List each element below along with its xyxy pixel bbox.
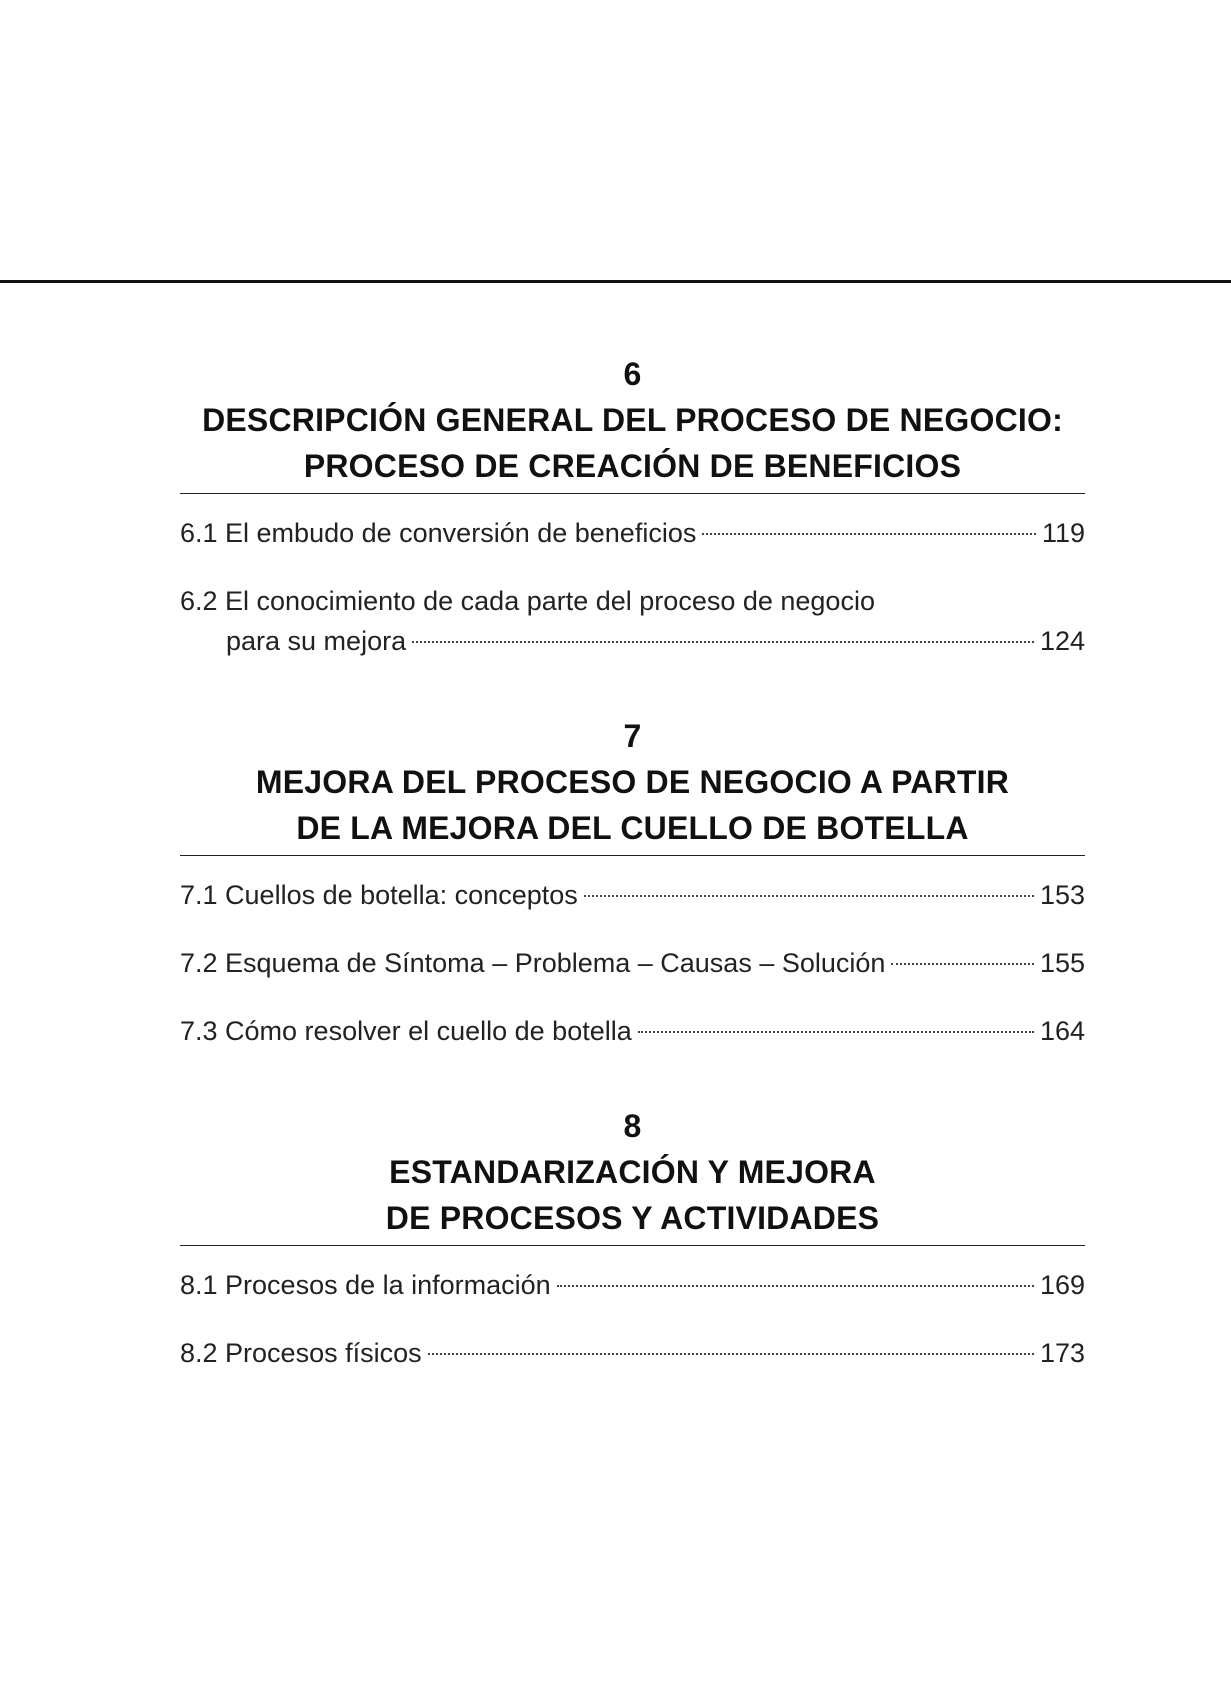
chapter-title-line2: DE PROCESOS Y ACTIVIDADES: [385, 1200, 880, 1236]
chapter-title-line1: ESTANDARIZACIÓN Y MEJORA: [389, 1154, 876, 1190]
toc-entry-title: 7.2 Esquema de Síntoma – Problema – Causas – Solución: [180, 948, 886, 978]
toc-entry-title: 7.1 Cuellos de botella: conceptos: [180, 880, 578, 910]
toc-entry-title-continued: para su mejora: [226, 626, 407, 656]
toc-page-number: 155: [1039, 948, 1085, 978]
chapter-number: 7: [623, 718, 642, 754]
dot-leader: [891, 963, 1034, 965]
toc-entry-7-3[interactable]: [180, 1011, 1085, 1051]
chapter-rule: [180, 1245, 1085, 1246]
dot-leader: [412, 641, 1034, 643]
chapter-rule: [180, 855, 1085, 856]
dot-leader: [584, 895, 1034, 897]
chapter-number: 8: [623, 1108, 642, 1144]
toc-entry-8-2[interactable]: [180, 1333, 1085, 1373]
chapter-8-heading: [180, 1103, 1085, 1246]
toc-page-number: 124: [1039, 626, 1085, 656]
toc-page-number: 169: [1039, 1270, 1085, 1300]
toc-entry-8-1[interactable]: [180, 1265, 1085, 1305]
chapter-6-heading: [180, 351, 1085, 494]
toc-entry-7-1[interactable]: [180, 875, 1085, 915]
dot-leader: [428, 1353, 1034, 1355]
toc-entry-6-2[interactable]: [180, 581, 1085, 661]
chapter-rule: [180, 493, 1085, 494]
dot-leader: [638, 1031, 1034, 1033]
toc-entry-title: 6.1 El embudo de conversión de beneficios: [180, 518, 697, 548]
chapter-title-line2: PROCESO DE CREACIÓN DE BENEFICIOS: [303, 448, 962, 484]
toc-page-number: 119: [1041, 518, 1085, 548]
dot-leader: [557, 1285, 1034, 1287]
chapter-7-heading: [180, 713, 1085, 856]
chapter-title-line2: DE LA MEJORA DEL CUELLO DE BOTELLA: [296, 810, 969, 846]
top-rule: [0, 280, 1231, 283]
toc-entry-title: 8.1 Procesos de la información: [180, 1270, 551, 1300]
toc-entry-title: 7.3 Cómo resolver el cuello de botella: [180, 1016, 632, 1046]
toc-entry-title: 8.2 Procesos físicos: [180, 1338, 422, 1368]
toc-entry-6-1[interactable]: [180, 513, 1085, 553]
toc-page-number: 173: [1039, 1338, 1085, 1368]
dot-leader: [702, 533, 1036, 535]
toc-page-number: 164: [1039, 1016, 1085, 1046]
chapter-title-line1: DESCRIPCIÓN GENERAL DEL PROCESO DE NEGOCIO:: [202, 402, 1063, 438]
chapter-number: 6: [623, 356, 642, 392]
chapter-title-line1: MEJORA DEL PROCESO DE NEGOCIO A PARTIR: [255, 764, 1010, 800]
toc-entry-7-2[interactable]: [180, 943, 1085, 983]
toc-page-number: 153: [1039, 880, 1085, 910]
toc-entry-title: 6.2 El conocimiento de cada parte del proceso de negocio: [180, 586, 875, 616]
